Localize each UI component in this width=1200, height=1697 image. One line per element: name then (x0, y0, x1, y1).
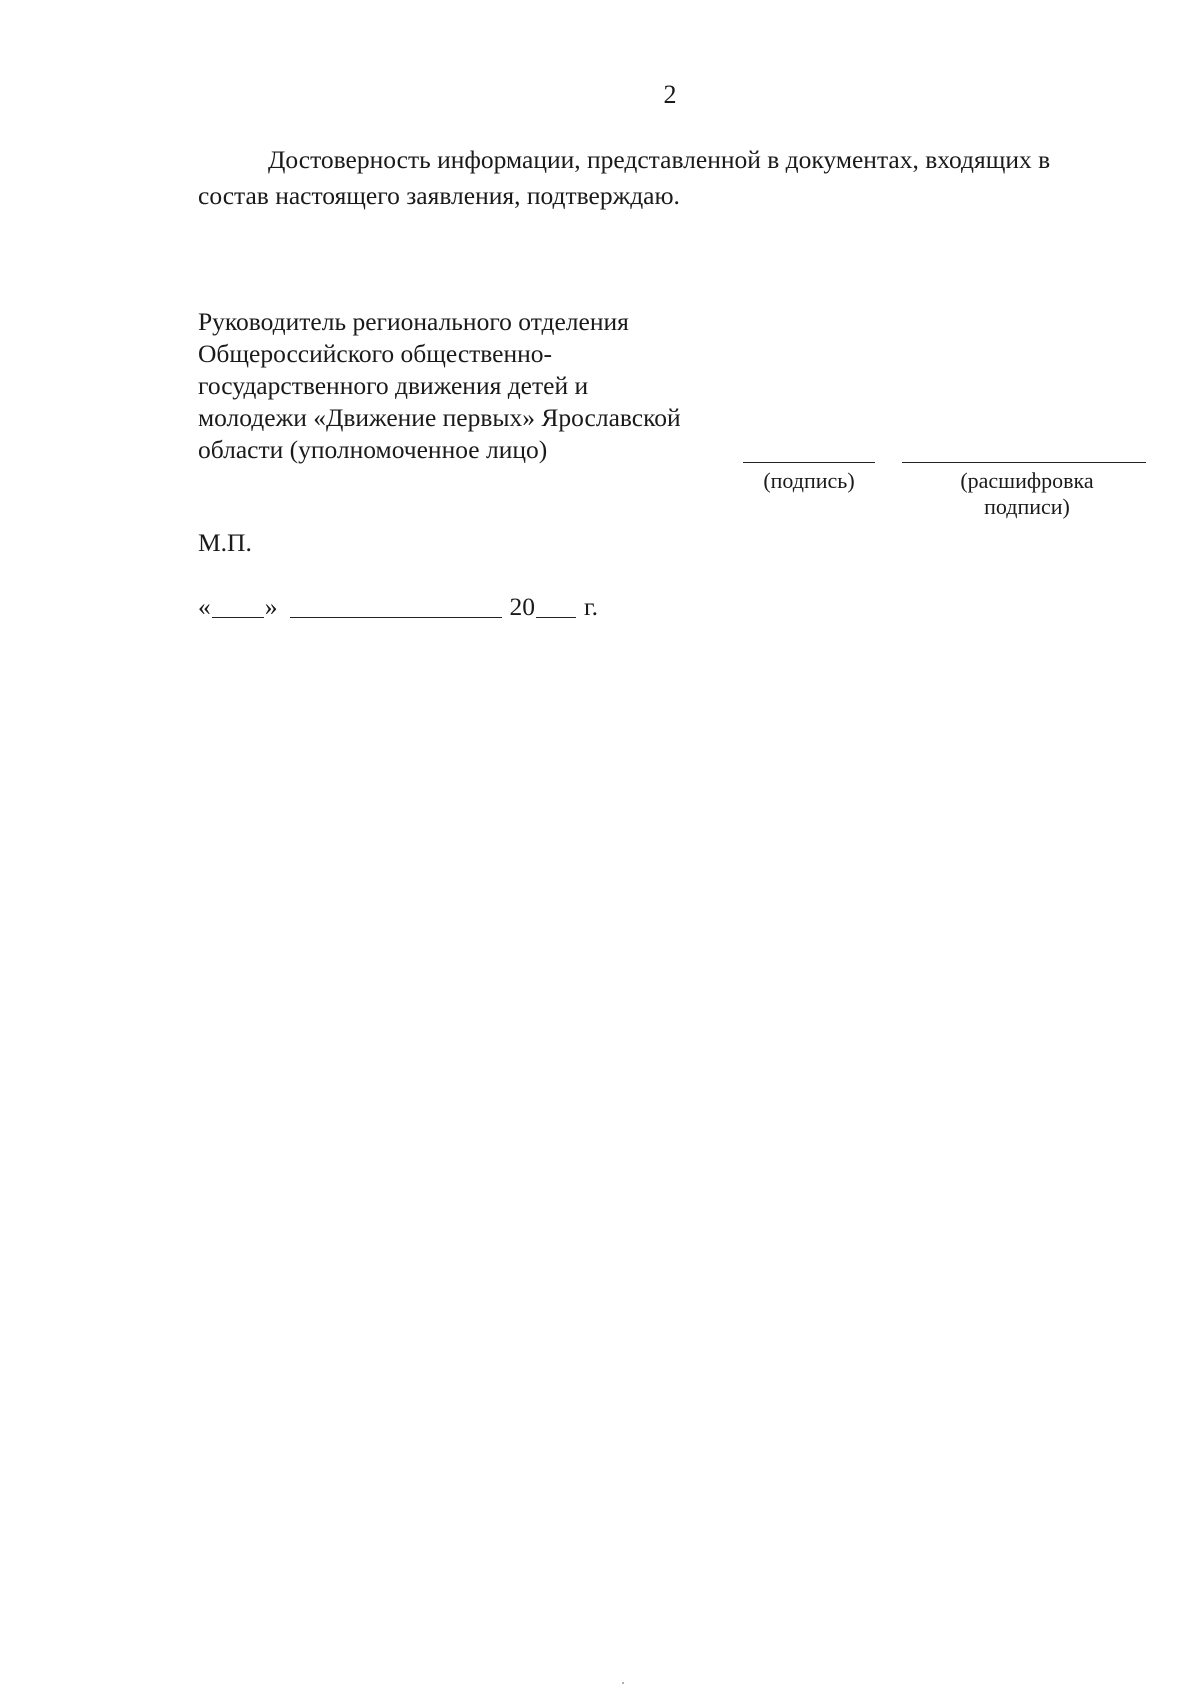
date-month-blank[interactable] (290, 595, 502, 618)
date-open-quote: « (198, 592, 211, 621)
scan-speck (622, 1682, 624, 1684)
signer-line-5: области (уполномоченное лицо) (198, 435, 548, 464)
signature-decode-caption-line-2: подписи) (984, 494, 1070, 519)
page-number: 2 (663, 80, 677, 109)
signature-decode-caption (918, 468, 1136, 520)
signature-decode-caption-line-1: (расшифровка (960, 468, 1094, 493)
signer-title (198, 306, 758, 466)
signer-line-2: Общероссийского общественно- (198, 339, 553, 368)
signer-line-4: молодежи «Движение первых» Ярославской (198, 403, 681, 432)
signature-blank-line[interactable] (743, 462, 875, 463)
confirmation-statement (198, 142, 1148, 214)
date-year-suffix: г. (584, 592, 598, 621)
date-year-blank[interactable] (536, 595, 576, 618)
stamp-label: М.П. (198, 528, 252, 557)
date-line (198, 592, 598, 622)
signature-caption: (подпись) (763, 468, 855, 493)
confirmation-line-2: состав настоящего заявления, подтверждаю. (198, 181, 680, 210)
date-century: 20 (509, 592, 535, 621)
signer-line-1: Руководитель регионального отделения (198, 307, 629, 336)
signer-line-3: государственного движения детей и (198, 371, 589, 400)
signature-decode-blank-line[interactable] (902, 462, 1146, 463)
date-close-quote: » (264, 592, 278, 621)
date-day-blank[interactable] (212, 595, 264, 618)
confirmation-line-1: Достоверность информации, представленной в документах, входящих в (268, 145, 1051, 174)
